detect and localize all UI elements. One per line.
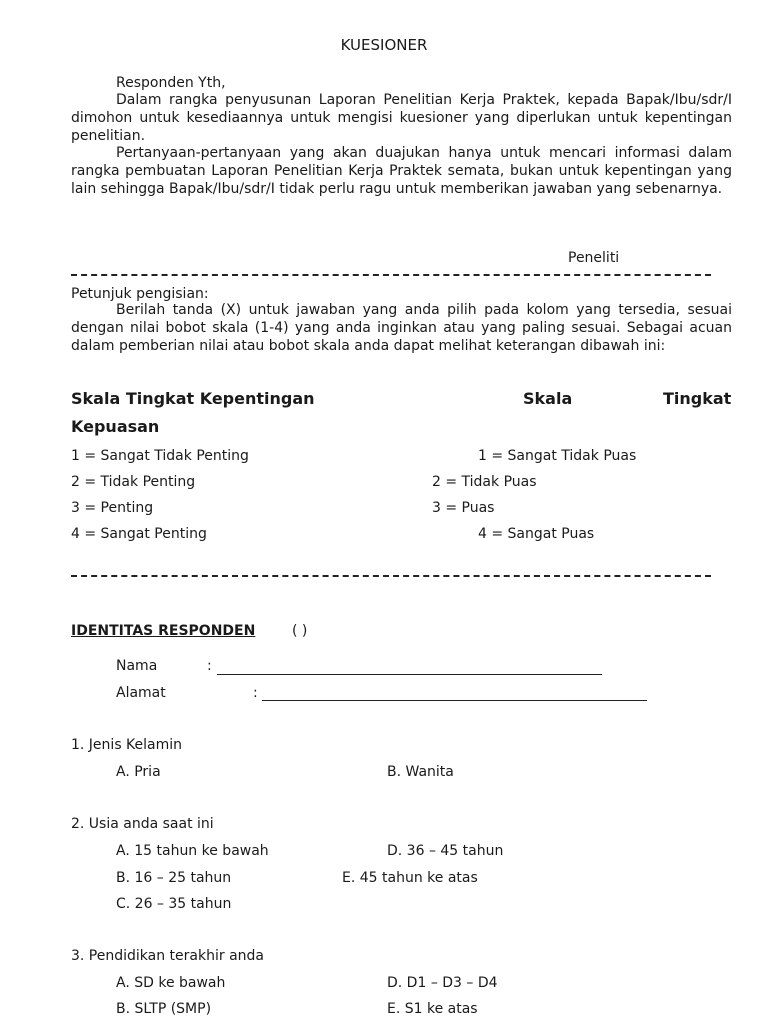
- question-1-label: 1. Jenis Kelamin: [71, 737, 183, 753]
- importance-item: 2 = Tidak Penting: [71, 474, 196, 490]
- name-field-line[interactable]: [217, 674, 602, 675]
- intro-paragraph-2: Pertanyaan-pertanyaan yang akan duajukan hanya untuk mencari informasi dalam rangka pembuatan Laporan Penelitian Kerja Praktek semata, bukan untuk kepentingan yang lain sehingga Bapak/Ibu/sdr/I tidak perlu ragu untuk memberikan jawaban yang sebenarnya.: [71, 145, 732, 197]
- importance-item: 4 = Sangat Penting: [71, 526, 207, 542]
- question-2-option[interactable]: B. 16 – 25 tahun: [116, 870, 232, 886]
- question-2-label: 2. Usia anda saat ini: [71, 816, 214, 832]
- address-colon: :: [253, 685, 258, 701]
- satisfaction-scale-title-word1: Skala: [523, 389, 573, 408]
- question-2-option[interactable]: C. 26 – 35 tahun: [116, 896, 232, 912]
- page-title: KUESIONER: [340, 36, 428, 54]
- question-3-option[interactable]: B. SLTP (SMP): [116, 1001, 212, 1017]
- question-1-option[interactable]: B. Wanita: [387, 764, 454, 780]
- identity-heading: IDENTITAS RESPONDEN: [71, 623, 256, 639]
- satisfaction-item: 3 = Puas: [432, 500, 495, 516]
- question-2-option[interactable]: A. 15 tahun ke bawah: [116, 843, 269, 859]
- instructions-heading: Petunjuk pengisian:: [71, 286, 209, 302]
- satisfaction-item: 1 = Sangat Tidak Puas: [478, 448, 637, 464]
- name-label: Nama: [116, 658, 158, 674]
- satisfaction-item: 2 = Tidak Puas: [432, 474, 537, 490]
- intro-paragraph-1: Dalam rangka penyusunan Laporan Penelitian Kerja Praktek, kepada Bapak/Ibu/sdr/I dimohon untuk kesediaannya untuk mengisi kuesioner yang diperlukan untuk kepentingan penelitian.: [71, 92, 732, 144]
- importance-scale-title: Skala Tingkat Kepentingan: [71, 389, 315, 408]
- question-3-option[interactable]: D. D1 – D3 – D4: [387, 975, 498, 991]
- divider-top: [71, 274, 711, 278]
- satisfaction-item: 4 = Sangat Puas: [478, 526, 595, 542]
- instructions-text: Berilah tanda (X) untuk jawaban yang anda pilih pada kolom yang tersedia, sesuai dengan nilai bobot skala (1-4) yang anda inginkan atau yang paling sesuai. Sebagai acuan dalam pemberian nilai atau bobot skala anda dapat melihat keterangan dibawah ini:: [71, 302, 732, 354]
- greeting: Responden Yth,: [116, 75, 226, 91]
- question-3-option[interactable]: A. SD ke bawah: [116, 975, 226, 991]
- question-1-option[interactable]: A. Pria: [116, 764, 161, 780]
- question-2-option[interactable]: E. 45 tahun ke atas: [342, 870, 478, 886]
- importance-item: 1 = Sangat Tidak Penting: [71, 448, 249, 464]
- signature-label: Peneliti: [568, 250, 620, 266]
- satisfaction-scale-title-word3: Kepuasan: [71, 417, 160, 436]
- divider-bottom: [71, 575, 711, 579]
- question-3-label: 3. Pendidikan terakhir anda: [71, 948, 264, 964]
- satisfaction-scale-title-word2: Tingkat: [663, 389, 732, 408]
- importance-item: 3 = Penting: [71, 500, 154, 516]
- name-colon: :: [207, 658, 212, 674]
- question-3-option[interactable]: E. S1 ke atas: [387, 1001, 478, 1017]
- identity-paren: ( ): [292, 623, 308, 639]
- address-field-line[interactable]: [262, 700, 647, 701]
- question-2-option[interactable]: D. 36 – 45 tahun: [387, 843, 504, 859]
- address-label: Alamat: [116, 685, 166, 701]
